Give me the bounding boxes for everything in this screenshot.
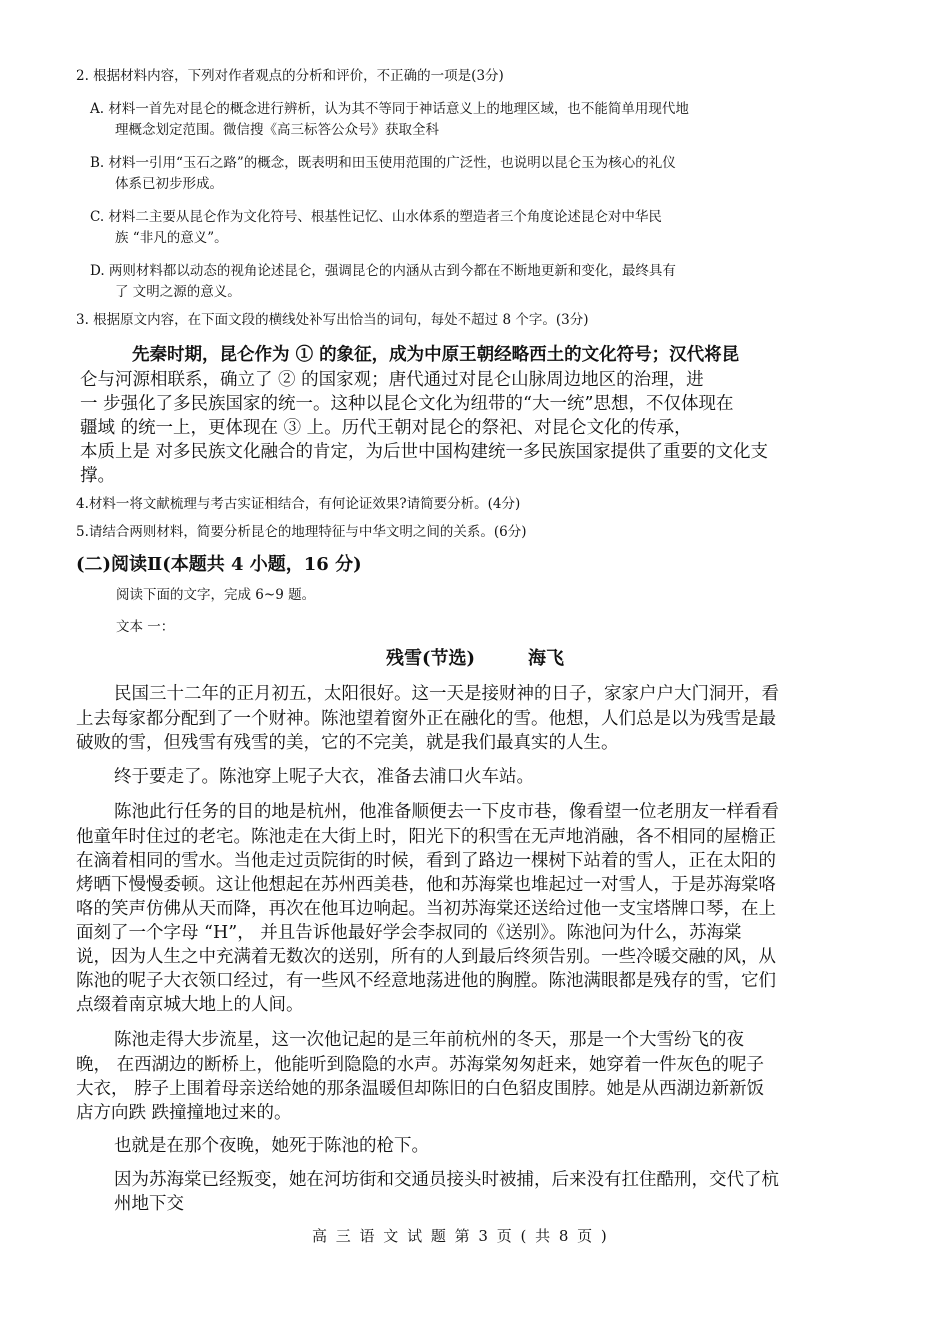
text-label: 文本 一：	[116, 619, 175, 635]
q2-option-d-line2: 了 文明之源的意义。	[115, 284, 241, 300]
story-p3-line2: 他童年时住过的老宅。陈池走在大街上时，阳光下的积雪在无声地消融，各不相同的屋檐正	[76, 827, 776, 847]
story-p5: 也就是在那个夜晚，她死于陈池的枪下。	[114, 1136, 429, 1156]
q3-passage-line6: 撑。	[80, 466, 115, 486]
page-footer: 高 三 语 文 试 题 第 3 页 ( 共 8 页 )	[312, 1227, 609, 1245]
q2-option-c-line2: 族 “非凡的意义”。	[115, 230, 228, 246]
q3-passage-line3: 一 步强化了多民族国家的统一。这种以昆仑文化为纽带的“大一统”思想，不仅体现在	[80, 394, 734, 414]
story-p3-line8: 陈池的呢子大衣领口经过，有一些风不经意地荡进他的胸膛。陈池满眼都是残存的雪，它们	[76, 971, 776, 991]
q3-passage-line4: 疆域 的统一上，更体现在 ③ 上。历代王朝对昆仑的祭祀、对昆仑文化的传承，	[80, 418, 692, 438]
story-p4-line1: 陈池走得大步流星，这一次他记起的是三年前杭州的冬天，那是一个大雪纷飞的夜	[114, 1030, 744, 1050]
section-heading: (二)阅读Ⅱ(本题共 4 小题，16 分)	[76, 554, 362, 575]
story-p3-line9: 点缀着南京城大地上的人间。	[76, 995, 304, 1015]
story-p4-line3: 大衣， 脖子上围着母亲送给她的那条温暖但却陈旧的白色貂皮围脖。她是从西湖边新新饭	[76, 1079, 765, 1099]
story-p1-line2: 上去每家都分配到了一个财神。陈池望着窗外正在融化的雪。他想，人们总是以为残雪是最	[76, 709, 776, 729]
story-p2: 终于要走了。陈池穿上呢子大衣，准备去浦口火车站。	[114, 767, 534, 787]
story-p4-line4: 店方向跌 跌撞撞地过来的。	[76, 1103, 292, 1123]
story-p3-line5: 咯的笑声仿佛从天而降，再次在他耳边响起。当初苏海棠还送给过他一支宝塔牌口琴，在上	[76, 899, 776, 919]
q3-stem: 3. 根据原文内容，在下面文段的横线处补写出恰当的词句，每处不超过 8 个字。(3分)	[76, 312, 589, 328]
story-p3-line4: 烤晒下慢慢委顿。这让他想起在苏州西美巷，他和苏海棠也堆起过一对雪人，于是苏海棠咯	[76, 875, 776, 895]
q3-passage-line1: 先秦时期，昆仑作为 ① 的象征，成为中原王朝经略西土的文化符号；汉代将昆	[132, 345, 740, 365]
q2-option-b-line1: B. 材料一引用“玉石之路”的概念，既表明和田玉使用范围的广泛性，也说明以昆仑玉为核心的礼仪	[90, 155, 676, 171]
story-title: 残雪(节选)	[386, 648, 476, 669]
q3-passage-line5: 本质上是 对多民族文化融合的肯定，为后世中国构建统一多民族国家提供了重要的文化支	[80, 442, 769, 462]
reading-instruction: 阅读下面的文字，完成 6~9 题。	[116, 587, 316, 603]
story-p3-line6: 面刻了一个字母 “H”， 并且告诉他最好学会李叔同的《送别》。陈池问为什么，苏海棠	[76, 923, 742, 943]
q4-stem: 4.材料一将文献梳理与考古实证相结合，有何论证效果?请简要分析。(4分)	[76, 496, 521, 512]
q2-option-c-line1: C. 材料二主要从昆仑作为文化符号、根基性记忆、山水体系的塑造者三个角度论述昆仑对中华民	[90, 209, 662, 225]
q2-stem: 2. 根据材料内容，下列对作者观点的分析和评价，不正确的一项是(3分)	[76, 68, 504, 84]
q2-option-b-line2: 体系已初步形成。	[115, 176, 223, 192]
story-p3-line3: 在滴着相同的雪水。当他走过贡院街的时候，看到了路边一棵树下站着的雪人，正在太阳的	[76, 851, 776, 871]
story-p6-line1: 因为苏海棠已经叛变，她在河坊街和交通员接头时被捕，后来没有扛住酷刑，交代了杭	[114, 1170, 779, 1190]
q2-option-d-line1: D. 两则材料都以动态的视角论述昆仑，强调昆仑的内涵从古到今都在不断地更新和变化，最终具有	[90, 263, 676, 279]
story-p1-line3: 破败的雪，但残雪有残雪的美，它的不完美，就是我们最真实的人生。	[76, 733, 619, 753]
story-p3-line7: 说，因为人生之中充满着无数次的送别，所有的人到最后终须告别。一些冷暖交融的风，从	[76, 947, 776, 967]
q3-passage-line2: 仑与河源相联系，确立了 ② 的国家观；唐代通过对昆仑山脉周边地区的治理，进	[80, 370, 704, 390]
q2-option-a-line1: A. 材料一首先对昆仑的概念进行辨析，认为其不等同于神话意义上的地理区域，也不能简单用现代地	[90, 101, 689, 117]
q2-option-a-line2: 理概念划定范围。微信搜《高三标答公众号》获取全科	[115, 122, 439, 138]
story-p1-line1: 民国三十二年的正月初五，太阳很好。这一天是接财神的日子，家家户户大门洞开，看	[114, 684, 779, 704]
story-p3-line1: 陈池此行任务的目的地是杭州，他准备顺便去一下皮市巷，像看望一位老朋友一样看看	[114, 802, 779, 822]
story-author: 海飞	[528, 648, 564, 669]
q5-stem: 5.请结合两则材料，简要分析昆仑的地理特征与中华文明之间的关系。(6分)	[76, 524, 527, 540]
story-p4-line2: 晚， 在西湖边的断桥上，他能听到隐隐的水声。苏海棠匆匆赶来，她穿着一件灰色的呢子	[76, 1055, 765, 1075]
story-p6-line2: 州地下交	[114, 1194, 184, 1214]
